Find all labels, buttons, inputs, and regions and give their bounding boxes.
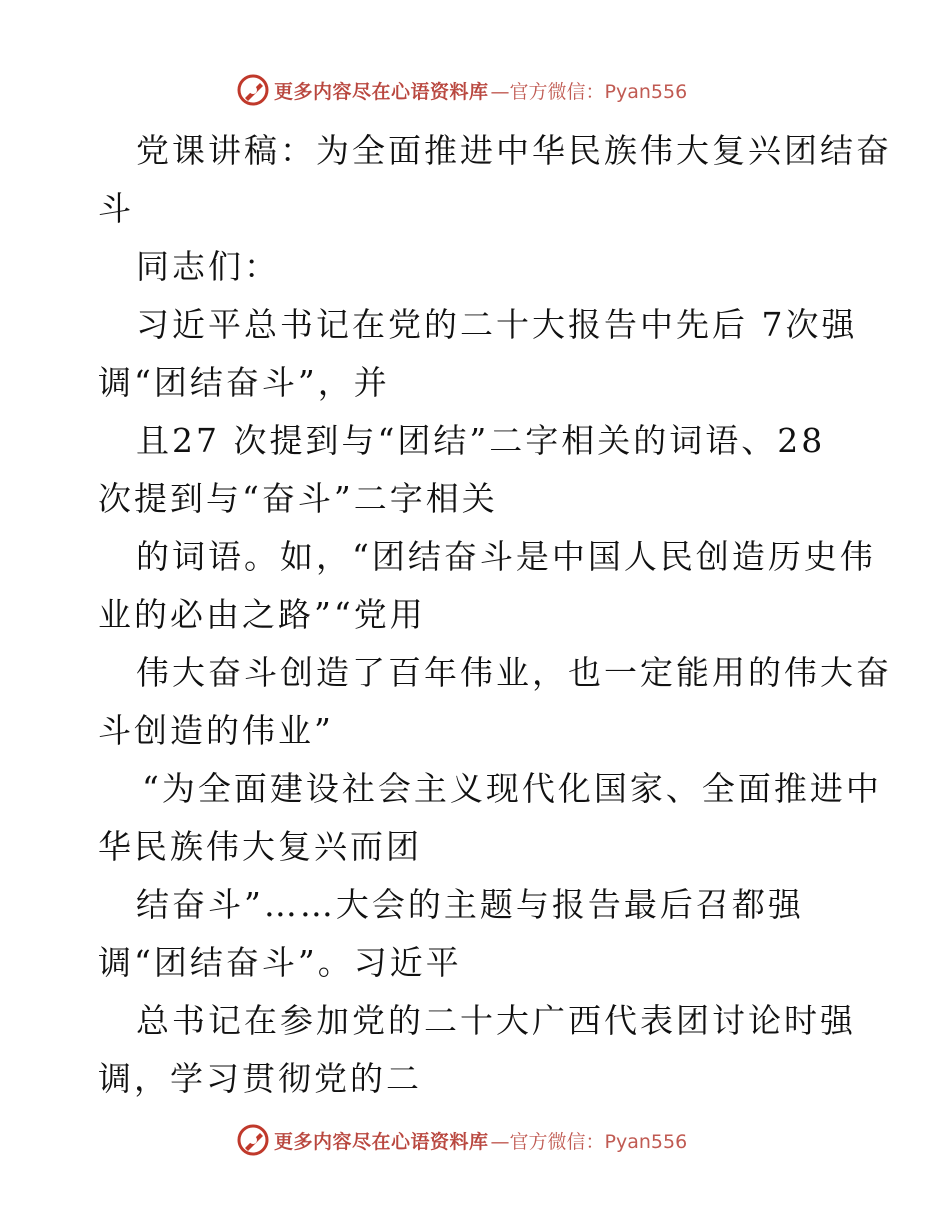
body-line: 结奋斗”……大会的主题与报告最后召都强: [136, 885, 804, 924]
body-line: 总书记在参加党的二十大广西代表团讨论时强: [136, 1001, 856, 1040]
body-line: 华民族伟大复兴而团: [98, 827, 422, 866]
body-line: 业的必由之路”“党用: [98, 595, 426, 634]
body-line: “为全面建设社会主义现代化国家、全面推进中: [142, 769, 882, 808]
title-line-1: 党课讲稿：为全面推进中华民族伟大复兴团结奋: [136, 131, 892, 170]
watermark-wechat: —官方微信：Pyan556: [490, 1130, 688, 1153]
body-line: 次提到与“奋斗”二字相关: [98, 479, 498, 518]
body-line: 且27 次提到与“团结”二字相关的词语、28: [136, 421, 826, 460]
body-line: 伟大奋斗创造了百年伟业，也一定能用的伟大奋: [136, 653, 892, 692]
watermark-text: 更多内容尽在心语资料库: [274, 1130, 489, 1153]
header-watermark: [236, 72, 687, 108]
body-line: 调“团结奋斗”，并: [98, 363, 390, 402]
body-line: 的词语。如，“团结奋斗是中国人民创造历史伟: [136, 537, 876, 576]
body-line: 习近平总书记在党的二十大报告中先后 7次强: [136, 305, 858, 344]
document-body: [98, 122, 892, 1108]
salutation: 同志们：: [136, 247, 280, 286]
title-line-2: 斗: [98, 189, 134, 228]
pen-logo-icon: [236, 73, 270, 107]
body-line: 调，学习贯彻党的二: [98, 1059, 422, 1098]
body-line: 调“团结奋斗”。习近平: [98, 943, 462, 982]
watermark-wechat: —官方微信：Pyan556: [490, 80, 688, 103]
watermark-text: 更多内容尽在心语资料库: [274, 80, 489, 103]
footer-watermark: [236, 1122, 687, 1158]
pen-logo-icon: [236, 1123, 270, 1157]
body-line: 斗创造的伟业”: [98, 711, 334, 750]
